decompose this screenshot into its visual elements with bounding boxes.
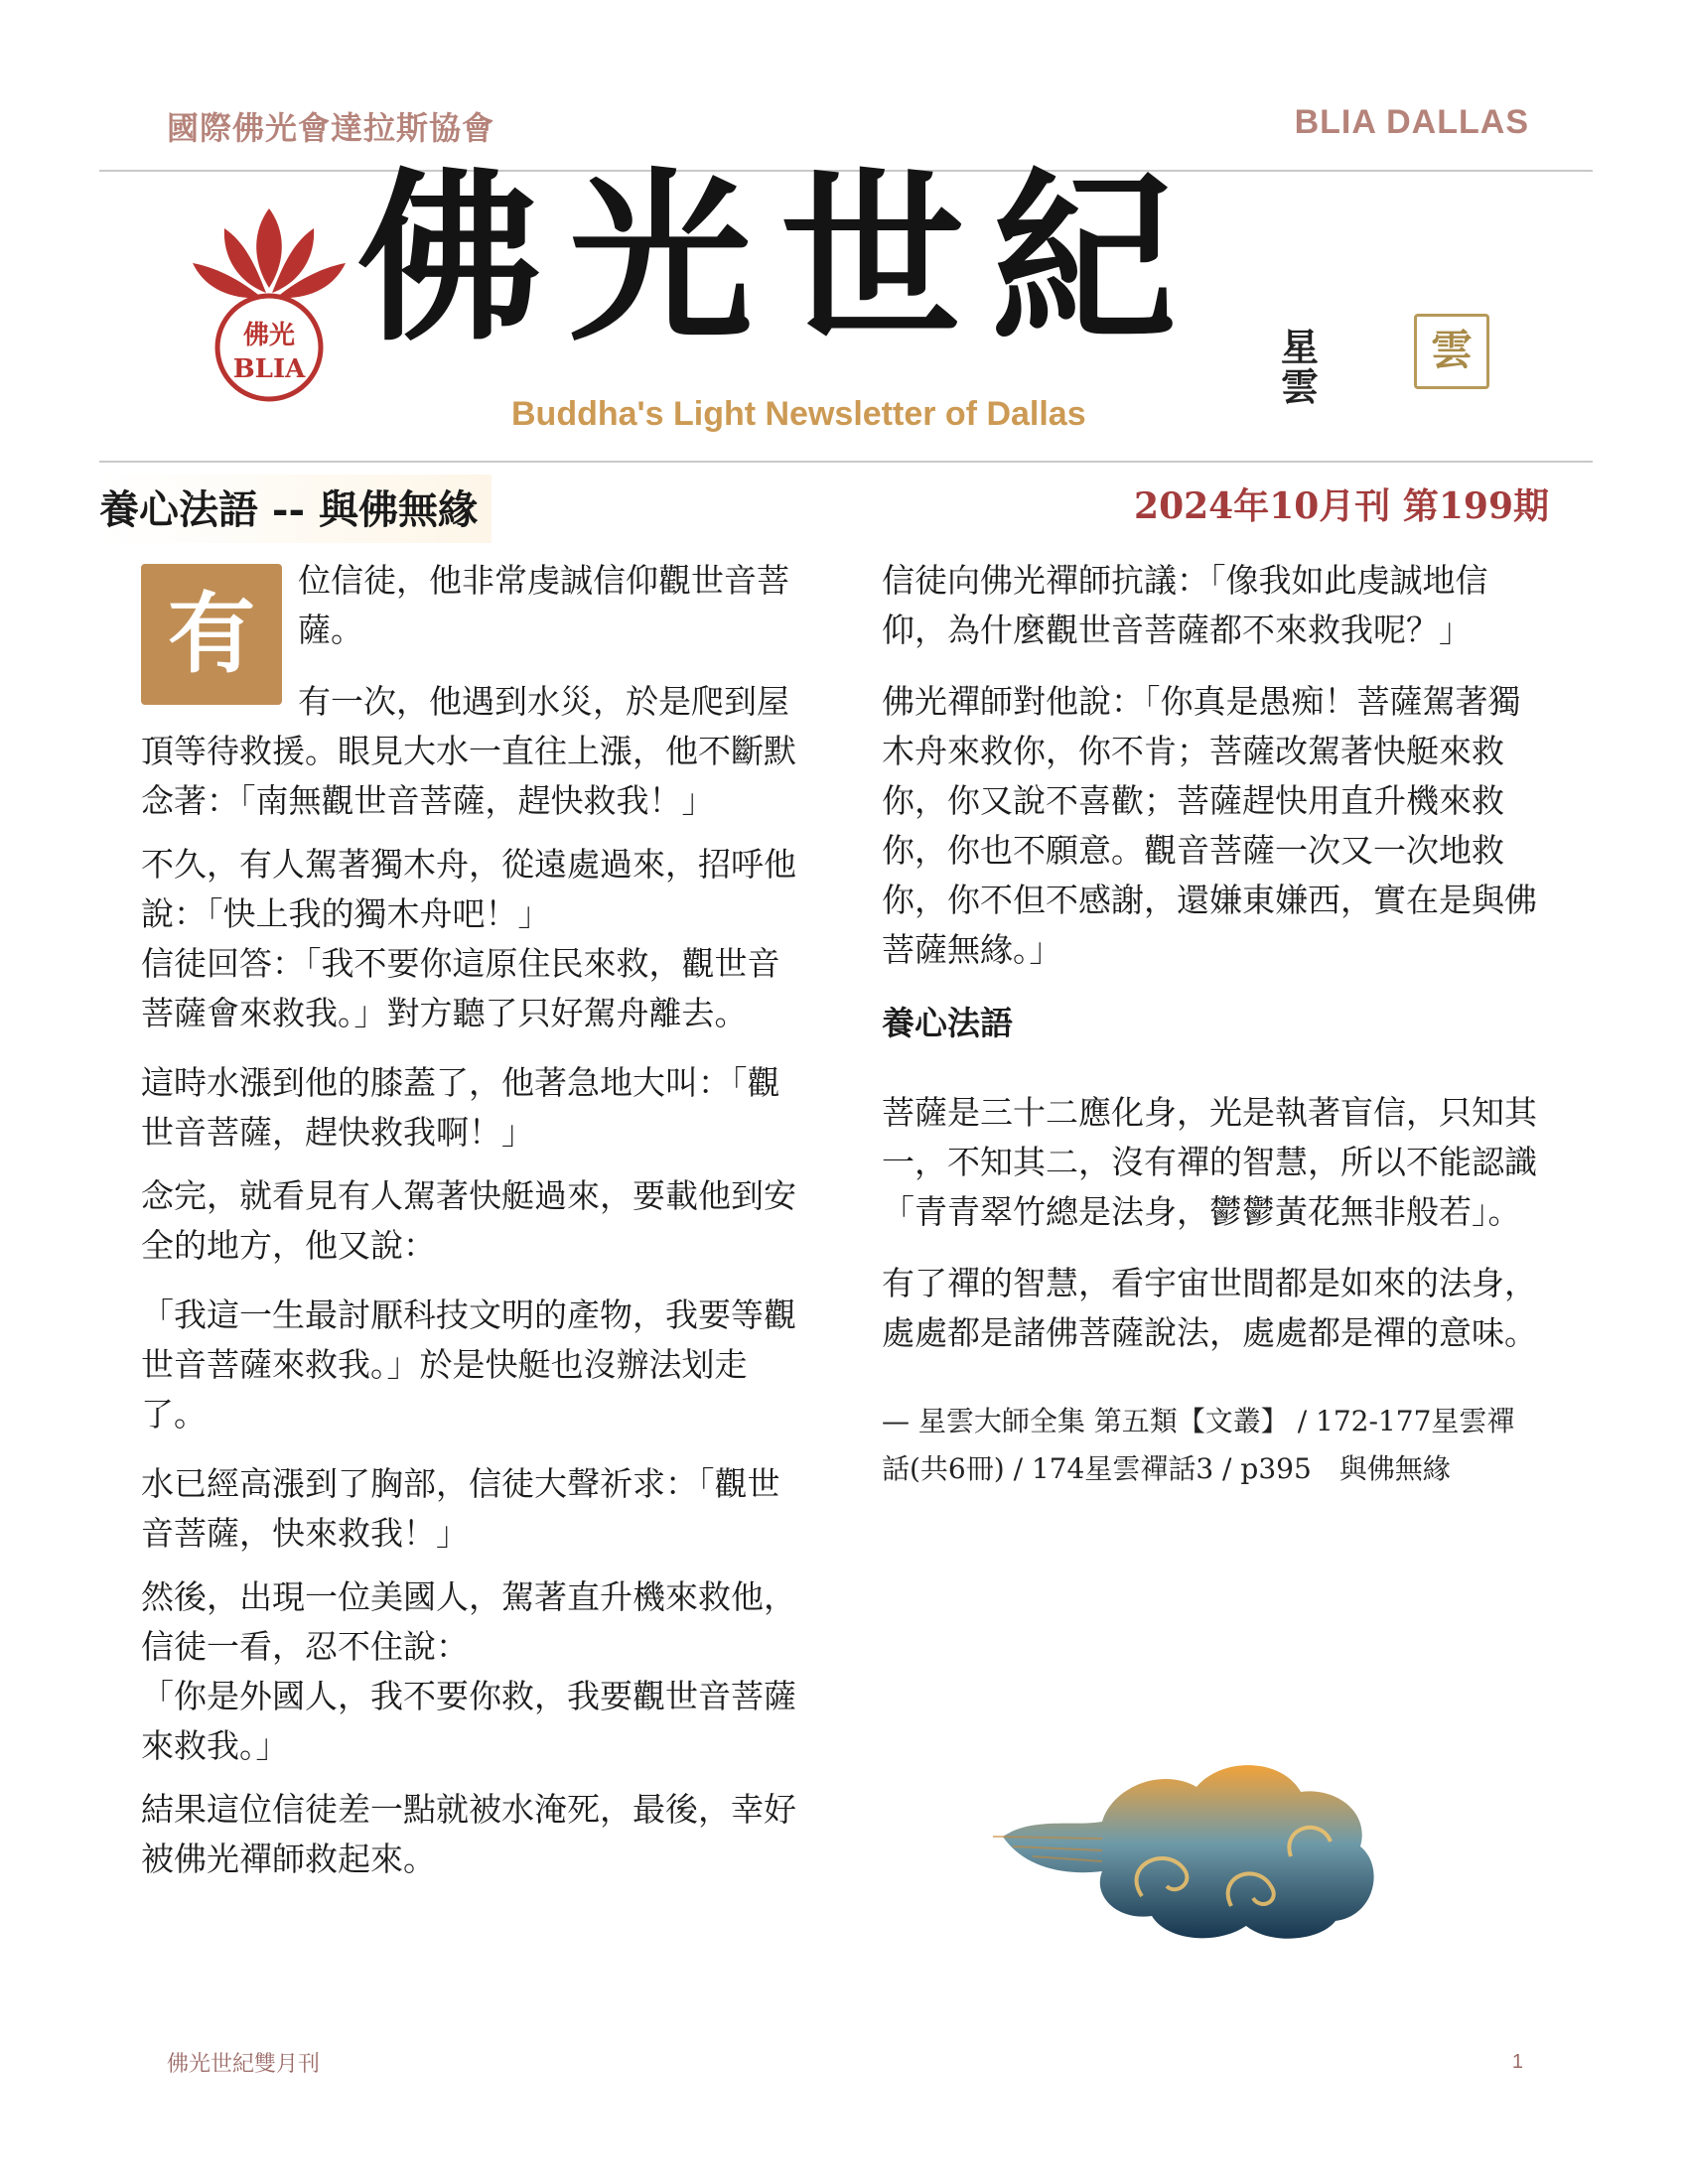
logo-text-en: BLIA: [232, 354, 306, 384]
masthead-subtitle: Buddha's Light Newsletter of Dallas: [511, 395, 1086, 433]
paragraph: 位信徒，他非常虔誠信仰觀世音菩薩。: [298, 561, 789, 649]
drop-cap: 有: [141, 564, 282, 705]
masthead-divider: [99, 461, 1593, 463]
seal-stamp: 雲: [1414, 314, 1489, 389]
master-signature: 星雲: [1281, 325, 1320, 409]
paragraph: 有一次，他遇到水災，於是爬到屋頂等待救援。眼見大水一直往上漲，他不斷默念著：「南無觀世音菩薩，趕快救我！」: [141, 682, 796, 820]
article-column-left: [141, 556, 800, 1898]
footer-publication: 佛光世紀雙月刊: [167, 2052, 321, 2077]
paragraph: 不久，有人駕著獨木舟，從遠處過來，招呼他說：「快上我的獨木舟吧！」 信徒回答：「我不要你這原住民來救，觀世音菩薩會來救我。」對方聽了只好駕舟離去。: [141, 845, 796, 1032]
paragraph: 有了禪的智慧，看宇宙世間都是如來的法身，處處都是諸佛菩薩說法，處處都是禪的意味。: [882, 1264, 1537, 1352]
paragraph: 水已經高漲到了胸部，信徒大聲祈求：「觀世音菩薩，快來救我！」: [141, 1464, 780, 1553]
org-name-cn: 國際佛光會達拉斯協會: [167, 109, 495, 147]
source-citation: — 星雲大師全集 第五類【文叢】 / 172-177星雲禪話(共6冊) / 174星雲禪話3 / p395 與佛無緣: [882, 1405, 1515, 1485]
logo-text-cn: 佛光: [242, 321, 296, 350]
article-column-right: [882, 556, 1537, 1507]
masthead-title: 佛光世紀: [357, 150, 1203, 366]
page-number: 1: [1511, 2051, 1523, 2073]
paragraph: 然後，出現一位美國人，駕著直升機來救他，信徒一看，忍不住說： 「你是外國人，我不要你救，我要觀世音菩薩來救我。」: [141, 1577, 796, 1765]
auspicious-cloud-ornament: [993, 1747, 1390, 1946]
paragraph: 念完，就看見有人駕著快艇過來，要載他到安全的地方，他又說：: [141, 1176, 796, 1265]
paragraph: 這時水漲到他的膝蓋了，他著急地大叫：「觀世音菩薩，趕快救我啊！」: [141, 1063, 780, 1152]
issue-number: 2024年10月刊 第199期: [1134, 485, 1549, 527]
blia-lotus-logo: [185, 199, 353, 407]
paragraph: 菩薩是三十二應化身，光是執著盲信，只知其一，不知其二，沒有禪的智慧，所以不能認識「青青翠竹總是法身，鬱鬱黃花無非般若」。: [882, 1093, 1537, 1231]
paragraph: 佛光禪師對他說：「你真是愚痴！菩薩駕著獨木舟來救你，你不肯；菩薩改駕著快艇來救你，你又說不喜歡；菩薩趕快用直升機來救你，你也不願意。觀音菩薩一次又一次地救你，你不但不感謝，還嫌東嫌西，實在是與佛菩薩無緣。」: [882, 682, 1537, 969]
article-title: 養心法語 -- 與佛無緣: [99, 475, 492, 543]
paragraph: 結果這位信徒差一點就被水淹死，最後，幸好被佛光禪師救起來。: [141, 1790, 796, 1878]
org-name-en: BLIA DALLAS: [1294, 103, 1529, 141]
section-subheading: 養心法語: [882, 1004, 1013, 1042]
paragraph: 「我這一生最討厭科技文明的產物，我要等觀世音菩薩來救我。」於是快艇也沒辦法划走了。: [141, 1296, 796, 1433]
paragraph: 信徒向佛光禪師抗議：「像我如此虔誠地信仰，為什麼觀世音菩薩都不來救我呢？」: [882, 561, 1488, 649]
